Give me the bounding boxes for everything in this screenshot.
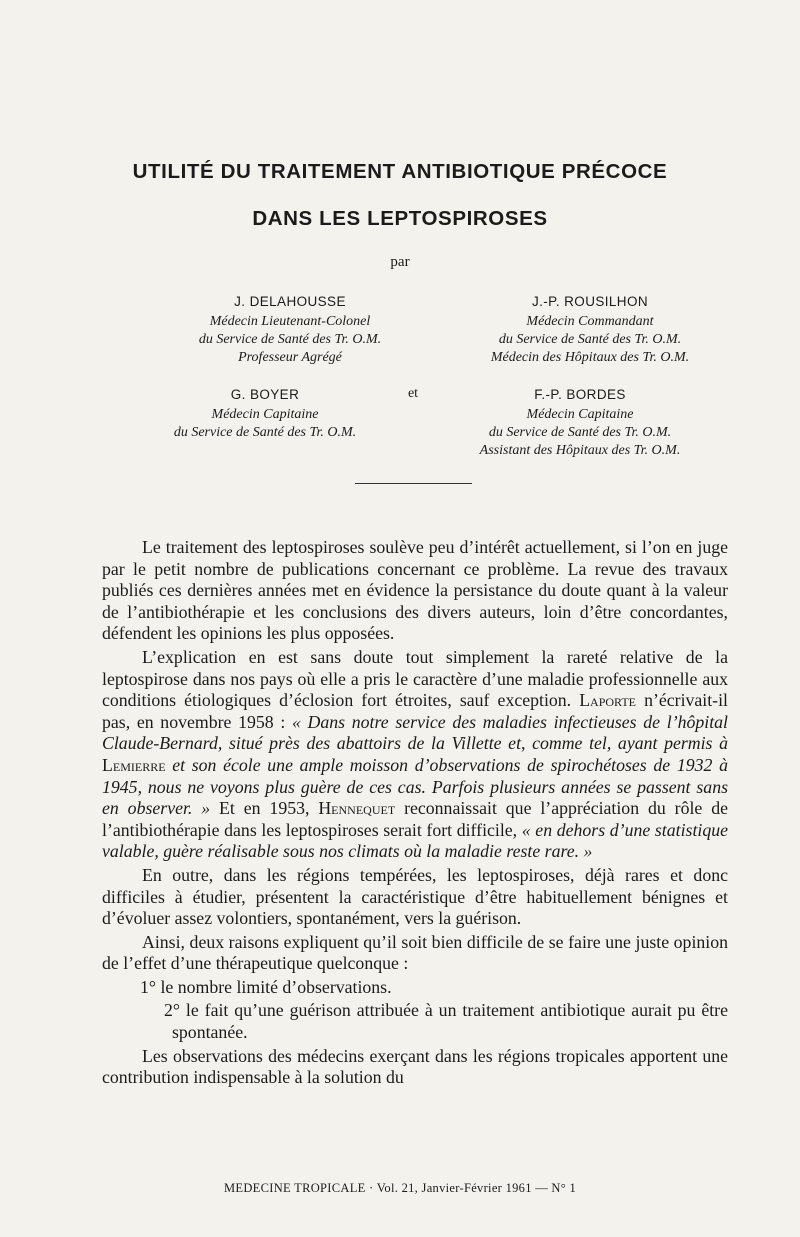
paragraph-1: Le traitement des leptospiroses soulève peu d’intérêt actuellement, si l’on en juge par le petit nombre de publications concernant ce problème. La revue des travaux publiés ces dernières années met en évidence la persistance du doute quant à la valeur de l’antibiothérapie et les conclusions des divers auteurs, loin d’être concordantes, défendent les opinions les plus opposées. (102, 537, 728, 644)
title-line-2: DANS LES LEPTOSPIROSES (252, 207, 548, 230)
list-item-2: 2° le fait qu’une guérison attribuée à un traitement antibiotique aurait pu être spontanée. (164, 1000, 728, 1043)
author-title: Médecin Commandant (526, 314, 654, 329)
paragraph-3: En outre, dans les régions tempérées, les leptospiroses, déjà rares et donc difficiles à étudier, présentent la caractéristique d’être habituellement bénignes et d’évoluer assez volontiers, spontanément, vers la guérison. (102, 864, 728, 929)
quotation: et son école une ample moisson d’observations de spirochétoses de 1932 à 1945, nous ne voyons plus guère de ces cas. Parfois plusieurs années se passent sans en observer. » (102, 754, 728, 819)
quotation: « en dehors d’une statistique valable, guère réalisable sous nos climats où la maladie reste rare. » (102, 819, 728, 862)
article-body (102, 537, 728, 1089)
author-citation-lemierre: Lemierre (102, 754, 166, 775)
byline-par: par (390, 254, 410, 270)
paragraph-2 (102, 647, 728, 863)
author-title: du Service de Santé des Tr. O.M. (173, 425, 357, 440)
text-run: reconnaissait que l’appréciation du rôle de l’antibiothérapie dans les leptospiroses serait fort difficile, (102, 798, 728, 840)
author-block-rousilhon (410, 293, 770, 367)
paragraph-5: Les observations des médecins exerçant dans les régions tropicales apportent une contribution indispensable à la solution du (102, 1045, 728, 1088)
quotation: « Dans notre service des maladies infectieuses de l’hôpital Claude-Bernard, situé près des abattoirs de la Villette et, comme tel, ayant permis à (102, 711, 728, 754)
title-line-1: UTILITÉ DU TRAITEMENT ANTIBIOTIQUE PRÉCOCE (132, 160, 668, 183)
separator-rule (355, 483, 472, 484)
author-title: Médecin Lieutenant-Colonel (209, 314, 371, 329)
author-block-bordes (400, 386, 760, 460)
author-citation-laporte: Laporte (579, 690, 636, 711)
author-title: Médecin des Hôpitaux des Tr. O.M. (490, 350, 690, 365)
author-title: Assistant des Hôpitaux des Tr. O.M. (479, 443, 681, 458)
author-block-boyer (85, 386, 445, 442)
paragraph-4: Ainsi, deux raisons expliquent qu’il soit bien difficile de se faire une juste opinion de l’effet d’une thérapeutique quelconque : (102, 931, 728, 974)
author-name: G. BOYER (230, 387, 300, 402)
author-title: Professeur Agrégé (238, 350, 342, 365)
text-run: L’explication en est sans doute tout simplement la rareté relative de la leptospirose dans nos pays où elle a pris le caractère d’une maladie professionnelle aux conditions étiologiques d’éclosion fort étroites, sauf exception. (102, 646, 728, 711)
author-title: Médecin Capitaine (211, 407, 319, 422)
author-name: J.-P. ROUSILHON (531, 294, 649, 309)
author-citation-hennequet: Hennequet (318, 798, 396, 819)
text-run: n’écrivait-il pas, en novembre 1958 : (102, 690, 728, 732)
conjunction-et: et (407, 386, 419, 401)
author-title: Médecin Capitaine (526, 407, 634, 422)
list-item-1: 1° le nombre limité d’observations. (140, 976, 392, 997)
author-title: du Service de Santé des Tr. O.M. (498, 332, 682, 347)
author-title: du Service de Santé des Tr. O.M. (198, 332, 382, 347)
journal-footer: MEDECINE TROPICALE · Vol. 21, Janvier-Février 1961 — N° 1 (223, 1181, 577, 1195)
author-title: du Service de Santé des Tr. O.M. (488, 425, 672, 440)
author-name: F.-P. BORDES (534, 387, 626, 402)
text-run: Et en 1953, (210, 798, 319, 819)
author-name: J. DELAHOUSSE (234, 294, 346, 309)
